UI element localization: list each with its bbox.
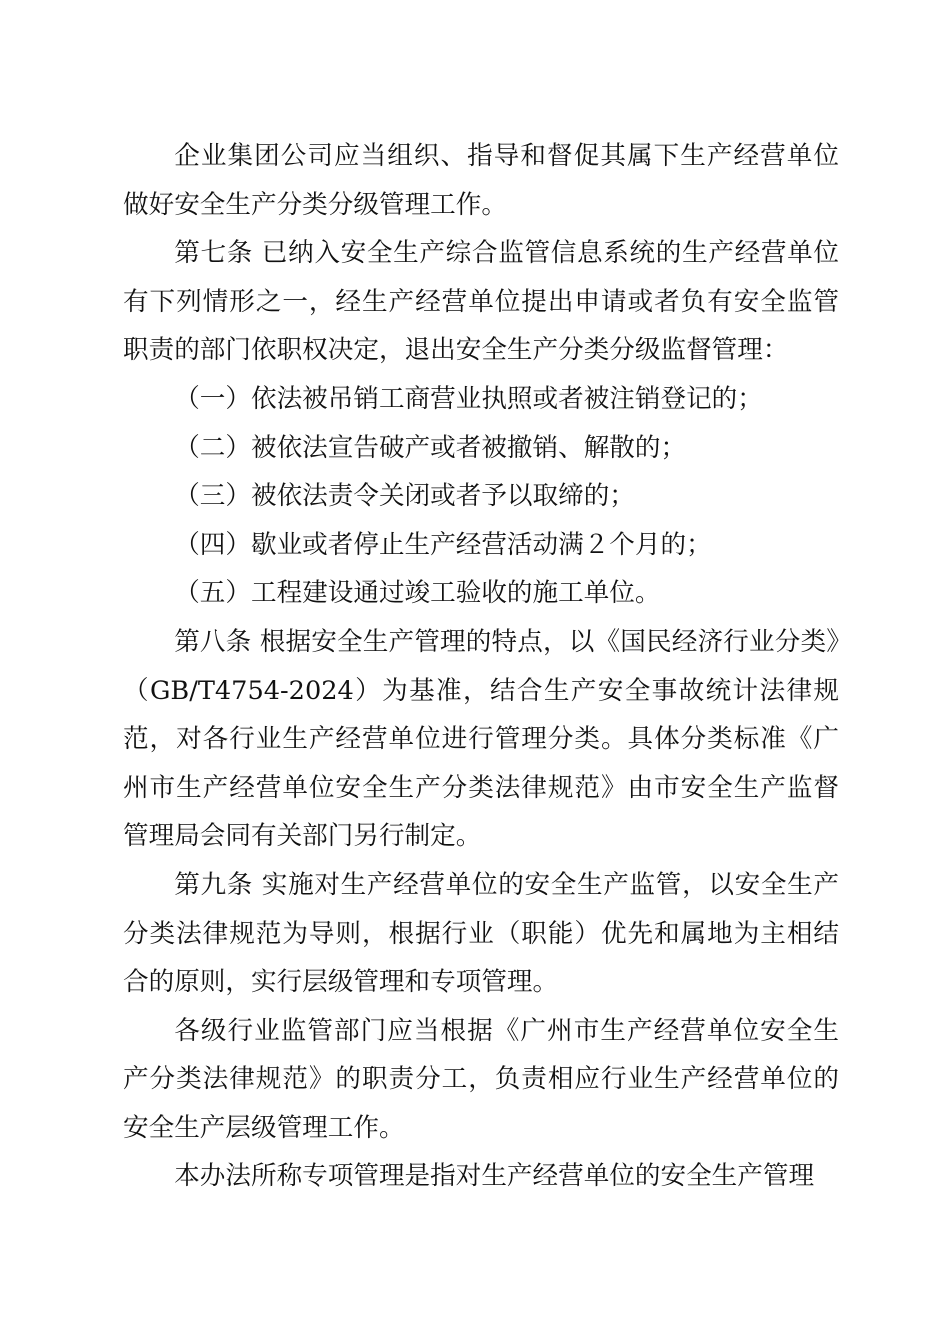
paragraph-group-company-duty: 企业集团公司应当组织、指导和督促其属下生产经营单位做好安全生产分类分级管理工作。 <box>123 141 839 220</box>
list-item-2: （二）被依法宣告破产或者被撤销、解散的； <box>174 432 687 463</box>
paragraph-article-8: 第八条 根据安全生产管理的特点，以《国民经济行业分类》（GB/T4754-2024）为基准，结合生产安全事故统计法律规范，对各行业生产经营单位进行管理分类。具体分类标准《广州市生产经营单位安全生产分类法律规范》由市安全生产监督管理局会同有关部门另行制定。 <box>123 626 839 852</box>
paragraph-industry-departments: 各级行业监管部门应当根据《广州市生产经营单位安全生产分类法律规范》的职责分工，负责相应行业生产经营单位的安全生产层级管理工作。 <box>123 1015 839 1143</box>
document-body <box>123 132 839 1201</box>
list-item-3: （三）被依法责令关闭或者予以取缔的； <box>174 481 635 512</box>
paragraph-special-management: 本办法所称专项管理是指对生产经营单位的安全生产管理 <box>174 1161 815 1192</box>
paragraph-article-9: 第九条 实施对生产经营单位的安全生产监管，以安全生产分类法律规范为导则，根据行业（职能）优先和属地为主相结合的原则，实行层级管理和专项管理。 <box>123 869 839 998</box>
list-item-5: （五）工程建设通过竣工验收的施工单位。 <box>174 578 661 609</box>
paragraph-article-7: 第七条 已纳入安全生产综合监管信息系统的生产经营单位有下列情形之一，经生产经营单位提出申请或者负有安全监管职责的部门依职权决定，退出安全生产分类分级监督管理： <box>123 238 839 366</box>
list-item-1: （一）依法被吊销工商营业执照或者被注销登记的； <box>174 383 763 414</box>
list-item-4: （四）歇业或者停止生产经营活动满２个月的； <box>174 529 712 560</box>
